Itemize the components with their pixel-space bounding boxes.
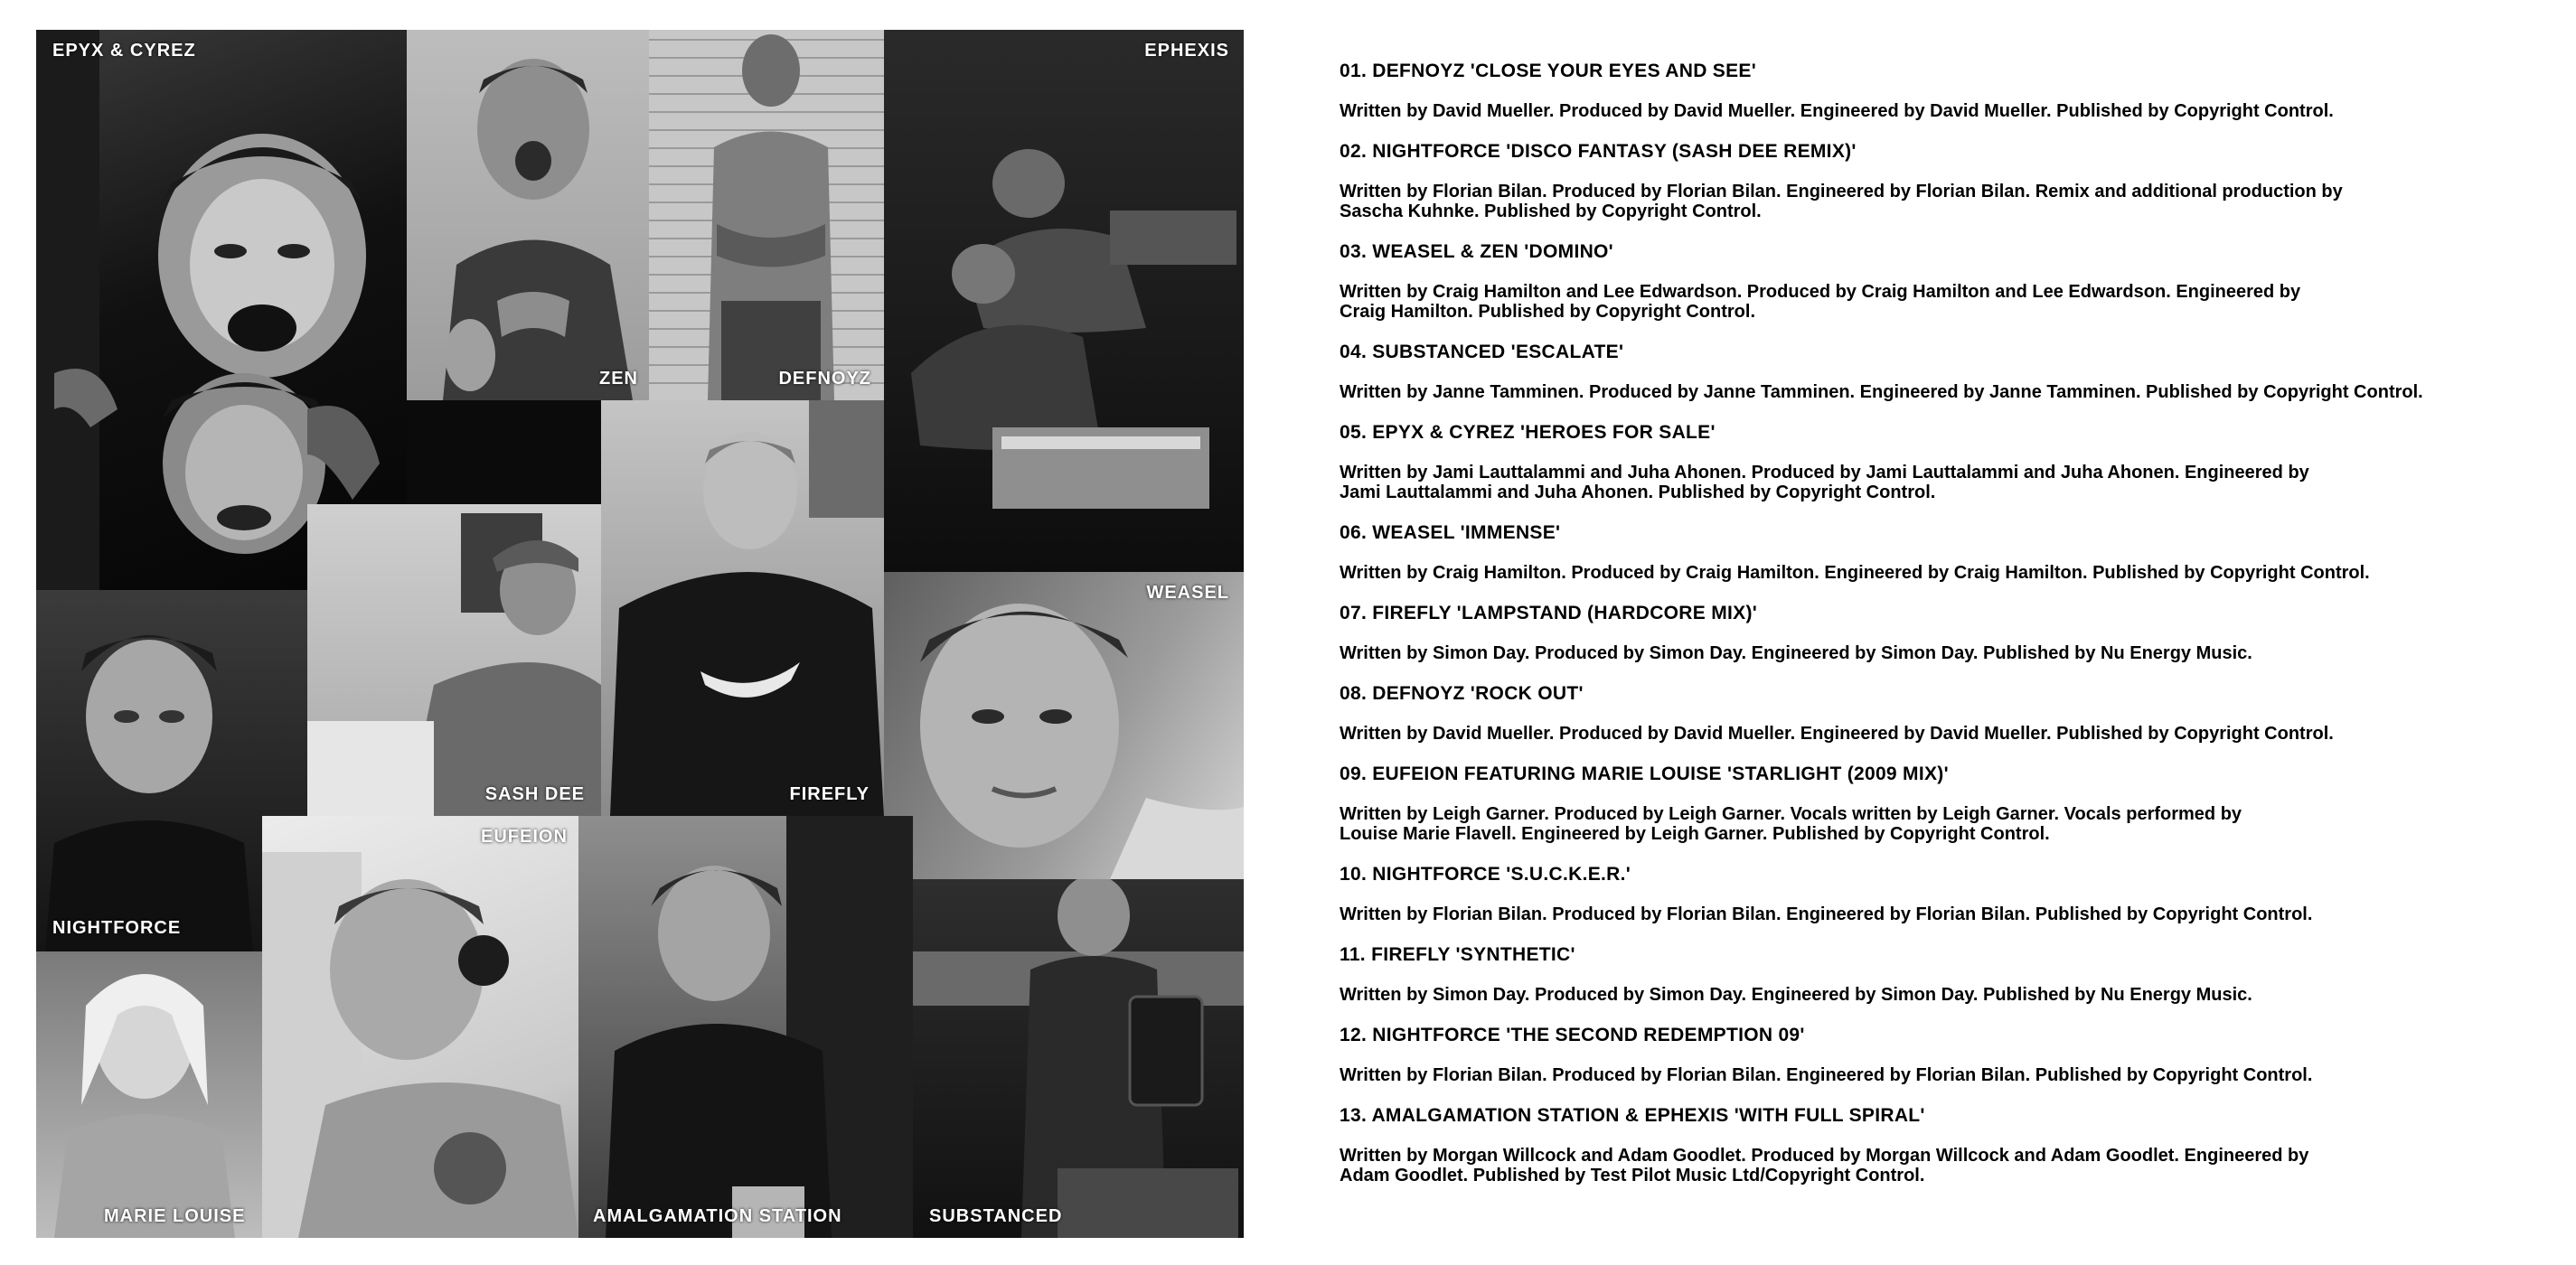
- track-title: 02. NIGHTFORCE 'DISCO FANTASY (SASH DEE REMIX)': [1340, 141, 1857, 162]
- photo-marie-louise: [36, 951, 262, 1238]
- figure-illustration: [649, 30, 884, 400]
- track-credits-text: Written by Simon Day. Produced by Simon Day. Engineered by Simon Day. Published by Nu Energy Music.: [1340, 643, 2252, 663]
- track-entry: [1340, 682, 2555, 744]
- photo-label-nightforce: NIGHTFORCE: [52, 918, 182, 938]
- track-credits-text: Written by Leigh Garner. Produced by Leigh Garner. Vocals written by Leigh Garner. Vocals performed by Louise Marie Flavell. Engineered by Leigh Garner. Published by Copyright Control.: [1340, 804, 2242, 844]
- track-entry: [1340, 140, 2555, 221]
- figure-illustration: [913, 879, 1244, 1238]
- photo-label-substanced: SUBSTANCED: [929, 1206, 1063, 1226]
- track-credits-text: Written by Florian Bilan. Produced by Florian Bilan. Engineered by Florian Bilan. Published by Copyright Control.: [1340, 1065, 2313, 1085]
- track-entry: [1340, 863, 2555, 924]
- figure-illustration: [407, 30, 649, 400]
- track-credits-text: Written by Jami Lauttalammi and Juha Ahonen. Produced by Jami Lauttalammi and Juha Ahonen. Engineered by Jami Lauttalammi and Juha Ahonen. Published by Copyright Control.: [1340, 463, 2309, 502]
- figure-illustration: [36, 951, 262, 1238]
- photo-label-marie-louise: MARIE LOUISE: [104, 1206, 246, 1226]
- track-credits-text: Written by Florian Bilan. Produced by Florian Bilan. Engineered by Florian Bilan. Remix and additional production by Sascha Kuhnke. Published by Copyright Control.: [1340, 182, 2343, 221]
- track-entry: [1340, 240, 2555, 322]
- track-credits: [1340, 60, 2555, 1204]
- track-entry: [1340, 60, 2555, 121]
- figure-illustration: [884, 572, 1244, 879]
- track-title: 13. AMALGAMATION STATION & EPHEXIS 'WITH FULL SPIRAL': [1340, 1105, 1925, 1126]
- photo-label-amalgamation-station: AMALGAMATION STATION: [593, 1206, 842, 1226]
- photo-label-ephexis: EPHEXIS: [1144, 41, 1229, 61]
- figure-illustration: [601, 400, 884, 816]
- track-credits-text: Written by Simon Day. Produced by Simon Day. Engineered by Simon Day. Published by Nu Energy Music.: [1340, 985, 2252, 1005]
- track-entry: [1340, 1024, 2555, 1085]
- track-credits-text: Written by Florian Bilan. Produced by Florian Bilan. Engineered by Florian Bilan. Published by Copyright Control.: [1340, 904, 2313, 924]
- photo-substanced: [913, 879, 1244, 1238]
- figure-illustration: [578, 816, 913, 1238]
- track-title: 08. DEFNOYZ 'ROCK OUT': [1340, 683, 1584, 704]
- track-entry: [1340, 602, 2555, 663]
- photo-label-weasel: WEASEL: [1146, 583, 1229, 603]
- photo-label-firefly: FIREFLY: [789, 784, 870, 804]
- track-title: 05. EPYX & CYREZ 'HEROES FOR SALE': [1340, 422, 1716, 443]
- photo-ephexis: [884, 30, 1244, 572]
- track-entry: [1340, 1104, 2555, 1185]
- photo-defnoyz: [649, 30, 884, 400]
- track-credits-text: Written by David Mueller. Produced by David Mueller. Engineered by David Mueller. Published by Copyright Control.: [1340, 101, 2334, 121]
- photo-label-zen: ZEN: [599, 369, 638, 389]
- photo-label-eufeion: EUFEION: [481, 827, 568, 847]
- track-title: 03. WEASEL & ZEN 'DOMINO': [1340, 241, 1613, 262]
- photo-label-epyx-cyrez: EPYX & CYREZ: [52, 41, 196, 61]
- photo-amalgamation-station: [578, 816, 913, 1238]
- photo-collage: [36, 30, 1244, 1238]
- figure-illustration: [262, 816, 578, 1238]
- photo-label-sash-dee: SASH DEE: [484, 784, 585, 804]
- track-entry: [1340, 421, 2555, 502]
- track-credits-text: Written by David Mueller. Produced by David Mueller. Engineered by David Mueller. Published by Copyright Control.: [1340, 724, 2334, 744]
- figure-illustration: [884, 30, 1244, 572]
- photo-label-defnoyz: DEFNOYZ: [778, 369, 871, 389]
- track-credits-text: Written by Janne Tamminen. Produced by Janne Tamminen. Engineered by Janne Tamminen. Published by Copyright Control.: [1340, 382, 2423, 402]
- track-title: 07. FIREFLY 'LAMPSTAND (HARDCORE MIX)': [1340, 603, 1758, 623]
- track-title: 12. NIGHTFORCE 'THE SECOND REDEMPTION 09': [1340, 1025, 1805, 1045]
- track-title: 11. FIREFLY 'SYNTHETIC': [1340, 944, 1575, 965]
- track-entry: [1340, 341, 2555, 402]
- track-credits-text: Written by Morgan Willcock and Adam Goodlet. Produced by Morgan Willcock and Adam Goodlet. Engineered by Adam Goodlet. Published by Test Pilot Music Ltd/Copyright Control.: [1340, 1146, 2309, 1185]
- track-entry: [1340, 763, 2555, 844]
- track-credits-text: Written by Craig Hamilton. Produced by Craig Hamilton. Engineered by Craig Hamilton. Published by Copyright Control.: [1340, 563, 2370, 583]
- track-title: 10. NIGHTFORCE 'S.U.C.K.E.R.': [1340, 864, 1631, 885]
- photo-sash-dee: [307, 504, 601, 816]
- track-title: 09. EUFEION FEATURING MARIE LOUISE 'STARLIGHT (2009 MIX)': [1340, 764, 1949, 784]
- track-title: 04. SUBSTANCED 'ESCALATE': [1340, 342, 1624, 362]
- track-entry: [1340, 521, 2555, 583]
- photo-eufeion: [262, 816, 578, 1238]
- track-entry: [1340, 943, 2555, 1005]
- photo-firefly: [601, 400, 884, 816]
- track-title: 01. DEFNOYZ 'CLOSE YOUR EYES AND SEE': [1340, 61, 1757, 81]
- figure-illustration: [307, 504, 601, 816]
- track-title: 06. WEASEL 'IMMENSE': [1340, 522, 1561, 543]
- photo-weasel: [884, 572, 1244, 879]
- photo-zen: [407, 30, 649, 400]
- track-credits-text: Written by Craig Hamilton and Lee Edwardson. Produced by Craig Hamilton and Lee Edwardson. Engineered by Craig Hamilton. Published by Copyright Control.: [1340, 282, 2301, 322]
